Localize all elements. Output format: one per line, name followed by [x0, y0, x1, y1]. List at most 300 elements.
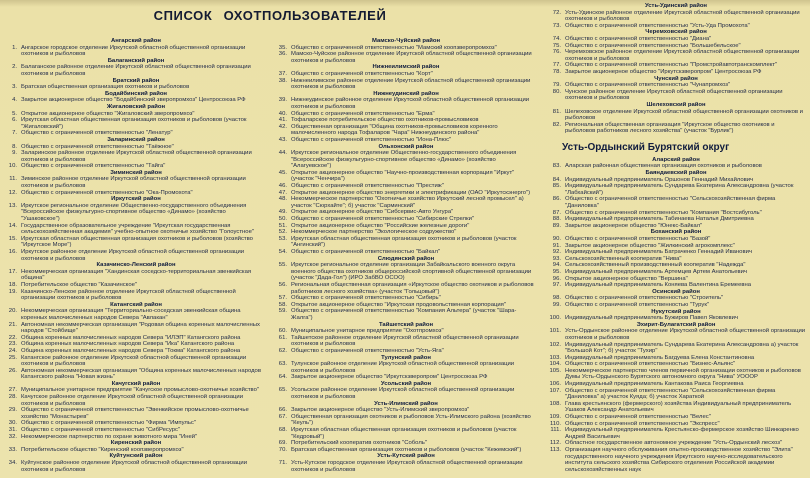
item-number: 72. — [552, 9, 561, 16]
list-item — [6, 368, 266, 381]
item-number: 94. — [552, 262, 561, 269]
item-text: Община коренных малочисленных народов Севера "Токма" Катангского района — [21, 347, 241, 354]
columns-container — [6, 3, 806, 478]
list-item — [276, 78, 536, 91]
item-text: Заларинское районное отделение Иркутской областной общественной организации охотников и рыболовов — [21, 150, 252, 163]
list-item — [546, 381, 806, 388]
item-number: 25. — [8, 354, 17, 361]
item-number: 70. — [278, 446, 287, 453]
item-text: Общество с ограниченной ответственностью "Сельскохозяйственная фирма "Даниловка" а) участок Куяда; б) участок Хараткой — [565, 387, 776, 401]
list-item — [546, 328, 806, 341]
item-number: 68. — [278, 427, 287, 434]
item-number: 24. — [8, 347, 17, 354]
item-text: Общество с ограниченной ответственностью "Компания Альтера" (участок "Шара-Жалга") — [291, 308, 517, 321]
list-item — [6, 64, 266, 77]
district-header: Зиминский район — [110, 169, 162, 176]
item-text: Иркутское региональное отделение организации Забайкальского военного округа военного общества охотников общероссийской спортивной общественной организации (участок "Дада-Гол") (ИРО ЗабВО ОСОО) — [291, 262, 532, 282]
item-number: 91. — [552, 242, 561, 249]
column-3 — [546, 3, 806, 478]
list-item — [6, 223, 266, 236]
item-text: Индивидуальный предприниматель Табинаева Наталья Дмитриевна — [565, 216, 754, 223]
item-text: Общественная организация "Община охотников-промысловиков коренного малочисленного народа Тофаларов "Чара" Нижнеудинского района" — [291, 123, 498, 137]
list-item — [6, 163, 266, 170]
item-number: 113. — [549, 447, 561, 453]
list-item — [6, 84, 266, 91]
district-header: Ангарский район — [111, 38, 161, 44]
item-text: Некоммерческое партнерство по охране животного мира "Иней" — [21, 433, 198, 440]
item-number: 38. — [278, 77, 287, 84]
item-text: Индивидуальный предприниматель Сундарева Екатерина Александровна а) участок "Большой Кот"; б) участок "Тухир" — [565, 341, 799, 355]
district-header: Жигаловский район — [106, 103, 166, 110]
item-text: Общество с ограниченной ответственностью "Эвенкийское промыслово-охотничье хозяйство "Монастырев" — [21, 407, 249, 420]
item-text: Индивидуальный предприниматель Коняева Валентина Еремеевна — [565, 282, 752, 289]
list-item — [276, 308, 536, 321]
list-item — [546, 36, 806, 43]
list-item — [546, 183, 806, 196]
item-text: Общество с ограниченной ответственностью "Строитель" — [565, 295, 724, 302]
list-item — [6, 394, 266, 407]
item-text: Индивидуальный предприниматель Багдуева Елена Константиновна — [565, 354, 755, 361]
column-1 — [6, 3, 266, 478]
item-text: Общество с ограниченной ответственностью "Тайга" — [21, 163, 166, 170]
item-number: 15. — [8, 235, 17, 242]
item-text: Общество с ограниченной ответственностью "Диана" — [565, 35, 712, 42]
district-header: Эхирит-Булагатский район — [636, 321, 716, 328]
item-number: 69. — [278, 440, 287, 447]
district-header: Ольхонский район — [378, 143, 434, 150]
list-item — [6, 111, 266, 118]
list-item — [546, 342, 806, 355]
item-number: 41. — [278, 117, 287, 124]
list-item — [6, 97, 266, 104]
district-header: Слюдянский район — [377, 255, 435, 262]
item-number: 79. — [552, 82, 561, 89]
item-text: Региональная общественная организация «Иркутское общество охотников и рыболовов работников лесного хозяйства» (участок "Гольцовый") — [291, 281, 534, 295]
list-item — [276, 183, 536, 190]
district-header: Иркутский район — [111, 196, 161, 203]
district-header: Усть-Удинский район — [644, 3, 707, 9]
list-item — [546, 282, 806, 289]
item-text: Индивидуальный предприниматель Сундарева Екатерина Александровна (участок "Лабхайский") — [565, 183, 794, 196]
item-text: Куйтунское районное отделение Иркутской областной общественной организации охотников и рыболовов — [21, 460, 247, 473]
item-number: 80. — [552, 88, 561, 95]
item-number: 54. — [278, 249, 287, 255]
list-item — [546, 223, 806, 230]
item-number: 12. — [8, 189, 17, 196]
list-item — [6, 282, 266, 289]
list-item — [276, 223, 536, 230]
item-text: Общество с ограниченной ответственностью "Байкал" — [291, 249, 440, 255]
item-number: 111. — [550, 427, 561, 434]
item-text: Балаганское районное отделение Иркутской областной общественной организации охотников и рыболовов — [21, 64, 251, 77]
list-item — [6, 289, 266, 302]
list-item — [276, 229, 536, 236]
list-item — [546, 401, 806, 414]
list-item — [546, 368, 806, 381]
list-item — [546, 216, 806, 223]
list-item — [276, 137, 536, 144]
item-number: 100. — [549, 315, 561, 322]
list-item — [546, 10, 806, 23]
item-text: Индивидуальный предприниматель Оршонов Геннадий Михайлович — [565, 176, 754, 183]
item-text: Общество с ограниченной ответственностью "Базой" — [565, 236, 711, 242]
item-number: 32. — [8, 433, 17, 440]
item-text: Региональная общественная организация "Иркутское общество охотников и рыболовов работников лесного хозяйства" (участок "Бурлик") — [565, 121, 775, 135]
list-item — [6, 434, 266, 441]
item-number: 20. — [8, 308, 17, 315]
district-header: Усольский район — [380, 380, 432, 387]
item-number: 17. — [8, 268, 17, 275]
item-text: Общество с ограниченной ответственностью "Промстройавтотранскомплект" — [565, 62, 778, 69]
item-number: 63. — [278, 361, 287, 368]
district-header: Казачинско-Ленский район — [96, 262, 176, 269]
item-number: 3. — [12, 84, 17, 91]
item-number: 43. — [278, 136, 287, 143]
item-number: 82. — [552, 121, 561, 128]
list-item — [6, 130, 266, 137]
district-header: Аларский район — [652, 156, 700, 163]
item-number: 2. — [12, 64, 17, 71]
list-item — [276, 407, 536, 414]
item-number: 47. — [278, 189, 287, 196]
item-text: Муниципальное унитарное предприятие "Качугское промыслово-охотничье хозяйство" — [21, 387, 259, 394]
item-text: Общество с ограниченной ответственностью "Сельскохозяйственная фирма "Даниловка" — [565, 196, 776, 210]
item-text: Индивидуальный предприниматель Артемцев Артем Анатольевич — [565, 268, 747, 275]
item-number: 102. — [549, 341, 561, 348]
item-text: Сельскохозяйственный кооператив "Нива" — [565, 255, 682, 262]
item-text: Открытое акционерное общество "Сибсервис-Авто Унгура" — [291, 209, 454, 216]
item-text: Общество с ограниченной ответственностью "Сибирские Стрелки" — [291, 216, 474, 223]
item-text: Усольское районное отделение Иркутской областной общественной организации охотников и рыболовов — [291, 387, 515, 401]
item-number: 109. — [549, 414, 561, 421]
item-text: Открытое акционерное общество "Научно-производственная корпорация "Иркут" (участок "Ченчира") — [291, 169, 515, 183]
item-text: Иркутская областная общественная организация охотников и рыболовов (хозяйство "Иркутское Море") — [21, 235, 253, 249]
item-text: Закрытое акционерное общество "Иркутскзверопром" Центросоюза РФ — [565, 68, 762, 75]
item-text: Закрытое акционерное общество "Усть-Илимский зверопромхоз" — [291, 407, 470, 414]
list-item — [6, 190, 266, 197]
list-item — [6, 348, 266, 355]
item-text: Качугское районное отделение Иркутской областной общественной организации охотников и рыболовов — [21, 394, 243, 407]
item-number: 58. — [278, 301, 287, 308]
district-header: Боханский район — [650, 229, 702, 236]
list-item — [546, 427, 806, 440]
item-text: Нижнеудинское районное отделение Иркутской областной общественной организации охотников и рыболовов — [291, 97, 530, 110]
list-item — [546, 69, 806, 76]
list-item — [546, 414, 806, 421]
list-item — [546, 388, 806, 401]
item-text: Усть-Ордынское районное отделение Иркутской областной общественной организации охотников и рыболовов — [565, 328, 806, 341]
item-text: Общество с ограниченной ответственностью "Велес" — [565, 414, 711, 421]
list-item — [276, 117, 536, 124]
item-number: 34. — [8, 460, 17, 466]
item-number: 50. — [278, 216, 287, 223]
list-item — [6, 322, 266, 335]
district-header: Усть-Илимский район — [374, 400, 438, 407]
item-number: 37. — [278, 70, 287, 77]
item-text: Закрытое акционерное общество "Бодайбинский зверопромхоз" Центросоюза РФ — [21, 97, 246, 104]
item-text: Общество с ограниченной ответственностью "Престиж" — [291, 183, 444, 190]
item-number: 90. — [552, 236, 561, 242]
list-item — [6, 407, 266, 420]
list-item — [6, 269, 266, 282]
list-item — [276, 328, 536, 335]
item-text: Общество с ограниченной ответственностью "Чунапромхоз" — [565, 82, 731, 89]
item-text: Некоммерческое партнерство членов первичной организации охотников и рыболовов Думы Усть-Ордынского Бурятского автономного округа "Нива" УОООР — [565, 367, 801, 381]
item-number: 33. — [8, 446, 17, 453]
item-text: Некоммерческое партнерство "Охотничье хозяйство Иркутский лесной промысел" а) участок "Сюрхайте"; б) участок "Сарминский" — [291, 196, 524, 209]
item-text: Закрытое акционерное общество "Юнекс-Байкал" — [565, 222, 703, 229]
list-item — [546, 122, 806, 135]
item-text: Муниципальное унитарное предприятие "Охотпромхоз" — [291, 328, 444, 335]
item-number: 66. — [278, 407, 287, 414]
list-item — [276, 196, 536, 209]
item-number: 4. — [12, 97, 17, 104]
item-number: 86. — [552, 196, 561, 203]
item-number: 55. — [278, 262, 287, 269]
list-item — [276, 97, 536, 110]
item-text: Иркутская областная общественная организация охотников и рыболовов (участок "Кедровый") — [291, 427, 517, 440]
list-item — [546, 89, 806, 102]
list-item — [546, 302, 806, 309]
list-item — [546, 315, 806, 322]
item-text: Автономная некоммерческая организация "Община коренных малочисленных народов Катангского района "Новая жизнь" — [21, 367, 261, 381]
item-text: Община коренных малочисленных народов Севера "ИЛЭП" Катангского района — [21, 334, 241, 341]
item-number: 56. — [278, 281, 287, 288]
list-item — [6, 249, 266, 262]
list-item — [546, 23, 806, 30]
item-number: 57. — [278, 295, 287, 302]
district-header: Тулунский район — [381, 354, 431, 361]
item-number: 1. — [12, 44, 17, 51]
item-text: Общество с ограниченной ответственностью "Ока-Промохота" — [21, 189, 193, 196]
item-number: 96. — [552, 275, 561, 282]
item-number: 53. — [278, 235, 287, 242]
item-number: 11. — [9, 176, 17, 183]
list-item — [276, 348, 536, 355]
item-number: 13. — [8, 202, 17, 209]
region-header: Усть-Ордынский Бурятский округ — [562, 141, 730, 153]
list-item — [276, 335, 536, 348]
list-item — [546, 236, 806, 243]
item-text: Усть-Кутское городское отделение Иркутской областной общественной организации охотников и рыболовов — [291, 460, 523, 473]
item-text: Общество с ограниченной ответственностью "Компания "Востсибуголь" — [565, 209, 762, 216]
item-text: Иркутское региональное отделение Общественно-государственного объединения "Всероссийское физкультурно-спортивное общество «Динамо» (хозяйство "Ушаковское") — [21, 202, 247, 223]
district-header: Братский район — [112, 77, 160, 84]
list-item — [276, 249, 536, 256]
item-number: 36. — [278, 51, 287, 58]
item-text: Тайшетское районное отделение Иркутской областной общественной организации охотников и рыболовов — [291, 334, 519, 348]
item-text: Катангское районное отделение Иркутской областной общественной организации охотников и рыболовов — [21, 354, 247, 368]
list-item — [276, 236, 536, 249]
item-number: 89. — [552, 222, 561, 229]
district-header: Балаганский район — [107, 57, 165, 64]
item-number: 10. — [8, 163, 17, 170]
item-text: Индивидуальный предприниматель Крестьянско-фермерское хозяйство Шинкаренко Андрей Васильевич — [565, 427, 799, 440]
item-number: 73. — [552, 22, 561, 29]
item-text: Мамско-Чуйское районное отделение Иркутской областной общественной организации охотников и рыболовов — [291, 51, 532, 64]
item-number: 67. — [278, 413, 287, 420]
item-number: 110. — [549, 420, 561, 427]
list-item — [276, 150, 536, 170]
item-text: Братская общественная организация охотников и рыболовов — [21, 84, 190, 91]
list-item — [6, 355, 266, 368]
item-number: 101. — [549, 328, 561, 335]
item-number: 99. — [552, 301, 561, 308]
item-text: Общество с ограниченной ответственностью "Бизнес-Альянс" — [565, 361, 736, 368]
list-item — [546, 262, 806, 269]
item-text: Государственное образовательное учреждение "Иркутская государственная сельскохозяйственная академия" учебно-опытное охотничье хозяйство "Голоустное" — [21, 222, 254, 236]
list-item — [276, 71, 536, 78]
list-item — [546, 62, 806, 69]
item-number: 87. — [552, 209, 561, 216]
list-item — [6, 341, 266, 348]
item-number: 62. — [278, 347, 287, 354]
item-text: Потребительское общество "Казачинское" — [21, 281, 137, 288]
item-number: 85. — [552, 183, 561, 190]
item-text: Областное государственное автономное учреждение "Усть-Ордынский лесхоз" — [565, 440, 782, 447]
item-number: 76. — [552, 49, 561, 56]
item-number: 77. — [552, 62, 561, 69]
list-item — [6, 460, 266, 473]
page-title: СПИСОК ОХОТПОЛЬЗОВАТЕЛЕЙ — [153, 8, 387, 23]
item-number: 9. — [12, 150, 17, 157]
item-number: 107. — [549, 387, 561, 394]
item-number: 103. — [549, 354, 561, 361]
item-text: Закрытое акционерное общество "Жилкинский агрокомплекс" — [565, 242, 735, 249]
list-item — [6, 176, 266, 189]
district-header: Куйтунский район — [109, 453, 163, 460]
item-number: 84. — [552, 176, 561, 183]
column-2 — [276, 3, 536, 478]
list-item — [6, 308, 266, 321]
item-number: 108. — [549, 400, 561, 407]
list-item — [546, 269, 806, 276]
list-item — [276, 216, 536, 223]
item-number: 88. — [552, 216, 561, 223]
list-item — [6, 45, 266, 58]
list-item — [6, 203, 266, 223]
item-number: 52. — [278, 229, 287, 236]
list-item — [6, 236, 266, 249]
item-number: 46. — [278, 183, 287, 190]
item-text: Община коренных малочисленных народов Севера "Ика" Катангского района — [21, 341, 235, 348]
item-number: 28. — [8, 394, 17, 401]
item-number: 97. — [552, 282, 561, 289]
item-number: 105. — [549, 367, 561, 374]
item-number: 60. — [278, 328, 287, 335]
item-number: 71. — [278, 460, 287, 466]
item-text: Общество с ограниченной ответственностью "Сибирь" — [291, 295, 441, 302]
item-number: 93. — [552, 255, 561, 262]
list-item — [276, 414, 536, 427]
list-item — [276, 387, 536, 400]
district-header: Заларинский район — [107, 136, 165, 143]
item-text: Казачинско-Ленское районное отделение Иркутской областной общественной организации охотников и рыболовов — [21, 288, 236, 302]
item-text: Общество с ограниченной ответственностью "Усть-Яга" — [291, 347, 444, 354]
district-header: Чунский район — [654, 75, 698, 82]
item-number: 6. — [12, 117, 17, 124]
item-text: Потребительский кооператив охотников "Соболь" — [291, 440, 427, 447]
district-header: Нукутский район — [651, 308, 701, 315]
list-item — [276, 427, 536, 440]
item-text: Общество с ограниченной ответственностью "Большебельское" — [565, 42, 741, 49]
item-text: Общество с ограниченной ответственностью "Корт" — [291, 70, 433, 77]
item-number: 112. — [549, 440, 561, 447]
item-number: 23. — [8, 341, 17, 348]
list-item — [546, 82, 806, 89]
item-number: 5. — [12, 110, 17, 117]
district-header: Киренский район — [110, 440, 162, 447]
item-number: 49. — [278, 209, 287, 216]
list-item — [276, 124, 536, 137]
district-header: Катангский район — [110, 301, 162, 308]
item-number: 39. — [278, 97, 287, 104]
list-item — [276, 440, 536, 447]
list-item — [546, 295, 806, 302]
item-text: Некоммерческая организация "Территориально-соседская эвенкийская община коренных малочисленных народов Севера "Авлакан" — [21, 308, 241, 321]
item-text: Индивидуальный предприниматель Бужиров Павел Яковлевич — [565, 315, 738, 322]
item-number: 51. — [278, 222, 287, 229]
item-text: Глава крестьянского (фермерского) хозяйства Индивидуальный предприниматель Ушаков Александр Анатольевич — [565, 400, 792, 414]
item-number: 104. — [549, 361, 561, 368]
item-text: Некоммерческое партнерство "Экологическое содружество" — [291, 229, 457, 236]
item-text: Открытое акционерное общество "Вершина" — [565, 275, 688, 282]
district-header: Тайшетский район — [378, 321, 434, 328]
item-text: Шелеховское отделение Иркутской областной общественной организации охотников и рыболовов — [565, 108, 803, 122]
item-number: 7. — [12, 130, 17, 137]
item-text: Закрытое акционерное общество "Иркутскзверопром" Центросоюза РФ — [291, 374, 488, 381]
item-number: 29. — [8, 407, 17, 414]
list-item — [546, 49, 806, 62]
item-number: 27. — [8, 387, 17, 394]
list-item — [276, 374, 536, 381]
item-number: 18. — [8, 281, 17, 288]
list-item — [546, 440, 806, 447]
item-number: 61. — [278, 334, 287, 341]
item-text: Общество с ограниченной ответственностью "Ленатур" — [21, 130, 173, 137]
list-item — [6, 447, 266, 454]
list-item — [276, 111, 536, 118]
item-number: 19. — [8, 288, 17, 295]
item-number: 98. — [552, 295, 561, 302]
list-item — [546, 361, 806, 368]
item-text: Открытое акционерное общество энергетики и электрификации (ОАО "Иркутскэнерго") — [291, 189, 531, 196]
item-number: 74. — [552, 35, 561, 42]
item-text: Аларская районная общественная организация охотников и рыболовов — [565, 163, 762, 170]
list-item — [276, 447, 536, 454]
item-text: Ангарское городское отделение Иркутской областной общественной организации охотников и рыболовов — [21, 44, 246, 58]
item-number: 31. — [8, 427, 17, 434]
item-text: Потребительское общество "Киренский коопзверопромхоз" — [21, 446, 184, 453]
list-item — [276, 361, 536, 374]
list-item — [276, 460, 536, 473]
item-text: Общество с ограниченной ответственностью "Таёжное" — [21, 143, 174, 150]
item-text: Нижнеилимское районное отделение Иркутской областной общественной организации охотников и рыболовов — [291, 77, 531, 91]
item-text: Общество с ограниченной ответственностью "СибРесурс" — [21, 427, 181, 434]
list-item — [546, 109, 806, 122]
item-number: 44. — [278, 150, 287, 157]
district-header: Нижнеилимский район — [372, 64, 440, 71]
district-header: Мамско-Чуйский район — [371, 38, 441, 44]
item-text: Тулунское районное отделение Иркутской областной общественной организации охотников и рыболовов — [291, 361, 515, 374]
item-number: 75. — [552, 42, 561, 49]
list-item — [276, 295, 536, 302]
list-item — [276, 282, 536, 295]
list-item — [546, 447, 806, 473]
item-number: 81. — [552, 108, 561, 115]
list-item — [6, 150, 266, 163]
item-number: 26. — [8, 367, 17, 374]
